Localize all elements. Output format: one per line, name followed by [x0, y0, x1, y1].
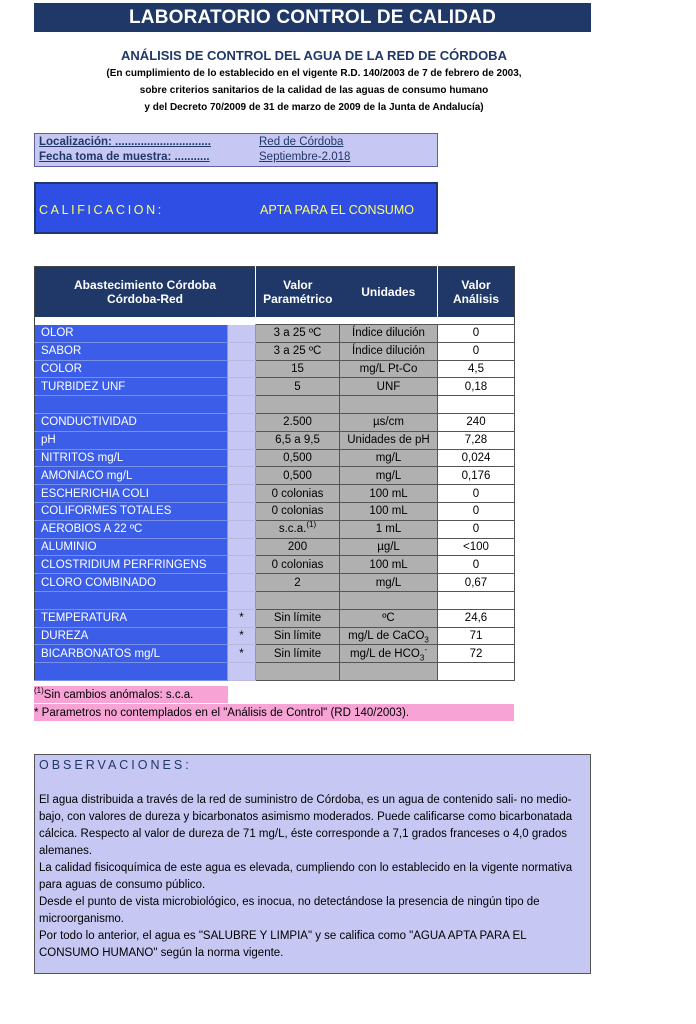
analysis-value: 7,28: [438, 431, 515, 449]
not-contemplated-mark: *: [228, 645, 256, 663]
analysis-value: 0: [438, 520, 515, 538]
blank-cell: [256, 396, 340, 414]
table-row: [35, 342, 515, 360]
unit-cell: [340, 342, 438, 360]
citation-line-2: sobre criterios sanitarios de la calidad de las aguas de consumo humano: [139, 85, 489, 96]
unit-text: mg/L: [375, 576, 402, 589]
table-row: [35, 556, 515, 574]
parametric-value: [256, 627, 340, 645]
unit-text: 100 mL: [369, 505, 408, 518]
parameter-name: COLOR: [35, 360, 228, 378]
parameter-name: OLOR: [35, 325, 228, 343]
unit-cell: [340, 574, 438, 592]
table-blank-row: [35, 591, 515, 609]
parametric-value: [256, 325, 340, 343]
blank-cell: [256, 591, 340, 609]
analysis-table: [34, 266, 515, 681]
table-row: [35, 431, 515, 449]
parameter-name: NITRITOS mg/L: [35, 449, 228, 467]
unit-cell: [340, 449, 438, 467]
not-contemplated-mark: [228, 502, 256, 520]
location-label: Localización: ..............................: [39, 136, 211, 148]
parametric-value: [256, 431, 340, 449]
unit-cell: [340, 609, 438, 627]
not-contemplated-mark: *: [228, 627, 256, 645]
parametric-value-text: 200: [287, 540, 308, 553]
spacer-cell: [35, 317, 228, 325]
spacer-cell: [340, 317, 438, 325]
header-parametric-value: Valor Paramétrico: [256, 267, 340, 318]
analysis-value: 4,5: [438, 360, 515, 378]
parameter-name: BICARBONATOS mg/L: [35, 645, 228, 663]
parameter-name: ALUMINIO: [35, 538, 228, 556]
citation-line-1: (En cumplimiento de lo establecido en el vigente R.D. 140/2003 de 7 de febrero de 2003,: [106, 68, 522, 79]
parametric-value-text: 0 colonias: [271, 487, 324, 500]
parametric-value: [256, 360, 340, 378]
unit-text: µs/cm: [373, 416, 404, 429]
unit-superscript: -: [424, 644, 427, 654]
analysis-value: 0: [438, 485, 515, 503]
spacer-cell: [256, 317, 340, 325]
observation-paragraph: La calidad fisicoquímica de este agua es elevada, cumpliendo con lo establecido en la vigente normativa para aguas de consumo público.: [39, 862, 573, 891]
observations-body: [39, 792, 587, 962]
unit-cell: [340, 502, 438, 520]
blank-cell: [438, 591, 515, 609]
sample-date-label: Fecha toma de muestra: ...........: [39, 151, 210, 163]
analysis-value: 0: [438, 325, 515, 343]
parametric-value: [256, 449, 340, 467]
table-row: [35, 360, 515, 378]
spacer-cell: [228, 317, 256, 325]
observation-paragraph: El agua distribuida a través de la red de suministro de Córdoba, es un agua de contenido sali- no medio-bajo, con valores de dureza y bicarbonatos asimismo moderados. Puede calificarse como bicarbonatada cálcica. Respecto al valor de dureza de 71 mg/L, éste corresponde a 7,1 grados franceses o 4,0 grados alemanes.: [39, 794, 573, 857]
parametric-value: [256, 520, 340, 538]
unit-cell: [340, 538, 438, 556]
parameter-name: AMONIACO mg/L: [35, 467, 228, 485]
analysis-value: 0,67: [438, 574, 515, 592]
parametric-value-text: 3 a 25 ºC: [273, 345, 322, 358]
unit-text: ºC: [382, 612, 395, 625]
unit-text: mg/L de CaCO: [348, 629, 425, 642]
table-row: [35, 413, 515, 431]
parametric-value: [256, 378, 340, 396]
blank-cell: [340, 663, 438, 681]
parameter-name: AEROBIOS A 22 ºC: [35, 520, 228, 538]
parameter-name: ESCHERICHIA COLI: [35, 485, 228, 503]
not-contemplated-mark: [228, 520, 256, 538]
unit-subscript: 3: [424, 635, 429, 645]
unit-cell: [340, 360, 438, 378]
table-header-row: [35, 267, 515, 318]
analysis-value: 0: [438, 556, 515, 574]
unit-text: Índice dilución: [352, 345, 425, 358]
table-blank-row: [35, 663, 515, 681]
spacer-cell: [438, 317, 515, 325]
page-banner: LABORATORIO CONTROL DE CALIDAD: [34, 3, 591, 32]
unit-text: Unidades de pH: [347, 434, 430, 447]
parameter-name: CLOSTRIDIUM PERFRINGENS: [35, 556, 228, 574]
parameter-name: SABOR: [35, 342, 228, 360]
analysis-value: 0: [438, 342, 515, 360]
table-spacer-row: [35, 317, 515, 325]
analysis-value: 71: [438, 627, 515, 645]
unit-text: 100 mL: [369, 487, 408, 500]
table-row: [35, 574, 515, 592]
blank-cell: [340, 591, 438, 609]
not-contemplated-mark: [228, 538, 256, 556]
not-contemplated-mark: [228, 485, 256, 503]
parametric-value: [256, 574, 340, 592]
sample-info-box: [34, 133, 438, 167]
not-contemplated-mark: [228, 467, 256, 485]
analysis-table-body: [35, 267, 515, 681]
header-analysis-value: Valor Análisis: [438, 267, 515, 318]
header-supply-name: Abastecimiento Córdoba Córdoba-Red: [35, 267, 256, 318]
table-row: [35, 502, 515, 520]
parametric-value-text: 0,500: [283, 469, 312, 482]
unit-subscript: 3: [419, 653, 425, 663]
unit-text: UNF: [376, 380, 401, 393]
analysis-value: <100: [438, 538, 515, 556]
unit-cell: [340, 325, 438, 343]
table-row: [35, 485, 515, 503]
blank-cell: [256, 663, 340, 681]
not-contemplated-mark: *: [228, 609, 256, 627]
not-contemplated-mark: [228, 360, 256, 378]
unit-text: mg/L: [375, 451, 402, 464]
unit-cell: [340, 556, 438, 574]
analysis-value: 24,6: [438, 609, 515, 627]
blank-cell: [35, 591, 228, 609]
unit-cell: [340, 431, 438, 449]
table-row: [35, 609, 515, 627]
parameter-name: TEMPERATURA: [35, 609, 228, 627]
sample-date-value[interactable]: Septiembre-2.018: [259, 151, 351, 163]
parameter-name: TURBIDEZ UNF: [35, 378, 228, 396]
table-blank-row: [35, 396, 515, 414]
blank-cell: [438, 396, 515, 414]
blank-cell: [228, 663, 256, 681]
blank-cell: [438, 663, 515, 681]
unit-text: 1 mL: [375, 523, 402, 536]
parametric-value: [256, 485, 340, 503]
table-row: [35, 627, 515, 645]
not-contemplated-mark: [228, 574, 256, 592]
observations-title: OBSERVACIONES:: [39, 758, 192, 772]
parametric-value: [256, 413, 340, 431]
parametric-value-text: 3 a 25 ºC: [273, 327, 322, 340]
parametric-value-text: 5: [294, 380, 301, 393]
not-contemplated-mark: [228, 342, 256, 360]
unit-cell: [340, 645, 438, 663]
analysis-value: 0,024: [438, 449, 515, 467]
table-row: [35, 645, 515, 663]
unit-cell: [340, 467, 438, 485]
parametric-value-text: s.c.a.: [278, 523, 307, 536]
blank-cell: [35, 663, 228, 681]
parametric-value: [256, 342, 340, 360]
qualification-box: [34, 182, 438, 234]
not-contemplated-mark: [228, 449, 256, 467]
parametric-value-text: 0 colonias: [271, 558, 324, 571]
unit-cell: [340, 520, 438, 538]
footnote-not-contemplated: * Parametros no contemplados en el "Análisis de Control" (RD 140/2003).: [34, 704, 514, 721]
analysis-value: 0,176: [438, 467, 515, 485]
analysis-value: 240: [438, 413, 515, 431]
table-row: [35, 378, 515, 396]
unit-text: µg/L: [377, 540, 400, 553]
blank-cell: [35, 396, 228, 414]
unit-text: 100 mL: [369, 558, 408, 571]
unit-text: mg/L: [375, 469, 402, 482]
location-value[interactable]: Red de Córdoba: [259, 136, 344, 148]
parameter-name: CONDUCTIVIDAD: [35, 413, 228, 431]
parametric-value-text: Sin límite: [273, 647, 322, 660]
footnote-sca: $^{(1)}$Sin cambios anómalos: s.c.a.: [34, 686, 228, 703]
parametric-value-text: 6,5 a 9,5: [275, 434, 320, 447]
parametric-value-text: 0,500: [283, 451, 312, 464]
parametric-value: [256, 609, 340, 627]
blank-cell: [228, 396, 256, 414]
unit-text: mg/L de HCO: [349, 647, 420, 660]
parameter-name: CLORO COMBINADO: [35, 574, 228, 592]
table-row: [35, 325, 515, 343]
not-contemplated-mark: [228, 413, 256, 431]
parametric-value-text: Sin límite: [273, 612, 322, 625]
parametric-value-text: 2: [294, 576, 301, 589]
parametric-value: [256, 645, 340, 663]
parameter-name: pH: [35, 431, 228, 449]
observation-paragraph: Desde el punto de vista microbiológico, es inocua, no detectándose la presencia de ningún tipo de microorganismo.: [39, 896, 540, 925]
observations-box: [34, 754, 591, 974]
document-subtitle: ANÁLISIS DE CONTROL DEL AGUA DE LA RED DE CÓRDOBA: [121, 48, 507, 63]
table-row: [35, 520, 515, 538]
parametric-value-text: Sin límite: [273, 629, 322, 642]
unit-cell: [340, 378, 438, 396]
unit-text: Índice dilución: [352, 327, 425, 340]
table-row: [35, 449, 515, 467]
citation-line-3: y del Decreto 70/2009 de 31 de marzo de 2009 de la Junta de Andalucía): [144, 102, 484, 113]
parametric-value-text: 2.500: [283, 416, 312, 429]
parametric-value-text: 15: [291, 362, 304, 375]
not-contemplated-mark: [228, 431, 256, 449]
blank-cell: [228, 591, 256, 609]
parametric-value: [256, 556, 340, 574]
unit-cell: [340, 627, 438, 645]
header-units: Unidades: [340, 267, 438, 318]
not-contemplated-mark: [228, 325, 256, 343]
analysis-value: 0,18: [438, 378, 515, 396]
footnote-ref: (1): [306, 520, 317, 530]
unit-cell: [340, 485, 438, 503]
analysis-table-container: [34, 266, 515, 681]
parametric-value-text: 0 colonias: [271, 505, 324, 518]
parametric-value: [256, 538, 340, 556]
parameter-name: DUREZA: [35, 627, 228, 645]
qualification-value: APTA PARA EL CONSUMO: [260, 203, 414, 217]
analysis-value: 72: [438, 645, 515, 663]
not-contemplated-mark: [228, 556, 256, 574]
parameter-name: COLIFORMES TOTALES: [35, 502, 228, 520]
unit-cell: [340, 413, 438, 431]
not-contemplated-mark: [228, 378, 256, 396]
parametric-value: [256, 467, 340, 485]
unit-text: mg/L Pt-Co: [359, 362, 418, 375]
table-row: [35, 467, 515, 485]
blank-cell: [340, 396, 438, 414]
table-row: [35, 538, 515, 556]
parametric-value: [256, 502, 340, 520]
observation-paragraph: Por todo lo anterior, el agua es "SALUBRE Y LIMPIA" y se califica como "AGUA APTA PARA EL CONSUMO HUMANO" según la norma vigente.: [39, 930, 527, 959]
analysis-value: 0: [438, 502, 515, 520]
qualification-label: CALIFICACION:: [39, 203, 164, 217]
